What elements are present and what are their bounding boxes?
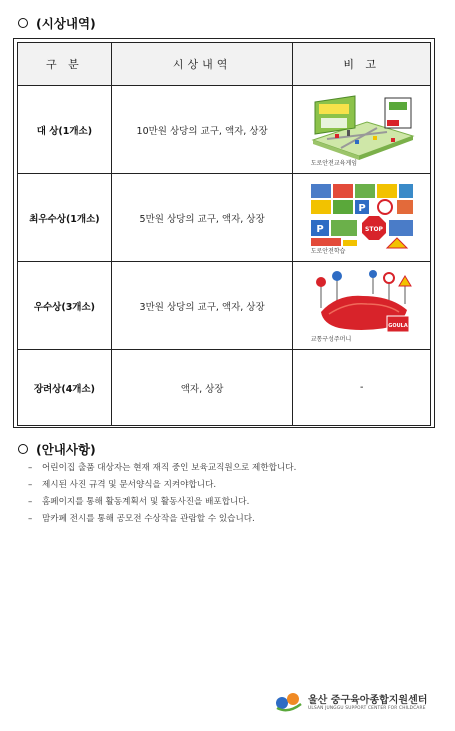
awards-section-title	[18, 14, 96, 32]
header-category: 구 분	[18, 43, 112, 86]
footer-logo	[274, 690, 427, 712]
board-game-picture	[307, 92, 417, 168]
list-item: – 제시된 사진 규격 및 문서양식을 지켜야합니다.	[28, 477, 296, 494]
table-row	[18, 86, 431, 174]
award-remarks	[293, 86, 431, 174]
table-row	[18, 262, 431, 350]
traffic-bag-picture	[307, 268, 417, 344]
award-name: 최우수상(1개소)	[18, 174, 112, 262]
table-header-row	[18, 43, 431, 86]
awards-table-frame	[13, 38, 435, 428]
award-prize: 3만원 상당의 교구, 액자, 상장	[111, 262, 293, 350]
org-name-korean: 울산 중구육아종합지원센터	[308, 695, 428, 706]
table-row	[18, 350, 431, 426]
board-game-icon	[307, 92, 417, 168]
circle-bullet-icon	[18, 444, 28, 454]
note-text: 홈페이지를 통해 활동계획서 및 활동사진을 배포합니다.	[42, 497, 250, 507]
award-prize: 10만원 상당의 교구, 액자, 상장	[111, 86, 293, 174]
traffic-cards-picture	[307, 180, 417, 256]
table-row	[18, 174, 431, 262]
svg-text:P: P	[358, 202, 366, 214]
header-remarks: 비 고	[293, 43, 431, 86]
awards-table	[17, 42, 431, 426]
picture-caption: 교통구성주머니	[310, 335, 352, 343]
award-prize: 액자, 상장	[111, 350, 293, 426]
traffic-sign-cards-icon	[307, 180, 417, 256]
svg-text:GOULA: GOULA	[387, 322, 408, 329]
guide-title-text: (안내사항)	[36, 442, 96, 457]
award-remarks: -	[293, 350, 431, 426]
list-item: – 어린이집 출품 대상자는 현재 재직 중인 보육교직원으로 제한합니다.	[28, 460, 296, 477]
note-text: 맘카페 전시를 통해 공모전 수상작을 관람할 수 있습니다.	[42, 514, 255, 524]
svg-text:STOP: STOP	[364, 225, 383, 233]
awards-title-text: (시상내역)	[36, 16, 96, 31]
note-text: 제시된 사진 규격 및 문서양식을 지켜야합니다.	[42, 480, 217, 490]
award-remarks	[293, 174, 431, 262]
picture-caption: 도로안전학습	[310, 247, 346, 255]
award-prize: 5만원 상당의 교구, 액자, 상장	[111, 174, 293, 262]
org-name-english: ULSAN JUNGGU SUPPORT CENTER FOR CHILDCARE	[308, 706, 426, 711]
circle-bullet-icon	[18, 18, 28, 28]
traffic-bag-icon	[307, 268, 417, 344]
svg-text:P: P	[316, 223, 324, 235]
header-prize: 시상내역	[111, 43, 293, 86]
guide-notes-list	[28, 460, 296, 528]
list-item: – 맘카페 전시를 통해 공모전 수상작을 관람할 수 있습니다.	[28, 511, 296, 528]
center-logo-icon	[274, 690, 304, 712]
list-item: – 홈페이지를 통해 활동계획서 및 활동사진을 배포합니다.	[28, 494, 296, 511]
award-remarks	[293, 262, 431, 350]
award-name: 우수상(3개소)	[18, 262, 112, 350]
guide-section-title	[18, 440, 96, 458]
note-text: 어린이집 출품 대상자는 현재 재직 중인 보육교직원으로 제한합니다.	[42, 463, 297, 473]
award-name: 장려상(4개소)	[18, 350, 112, 426]
picture-caption: 도로안전교육게임	[310, 159, 358, 167]
award-name: 대 상(1개소)	[18, 86, 112, 174]
